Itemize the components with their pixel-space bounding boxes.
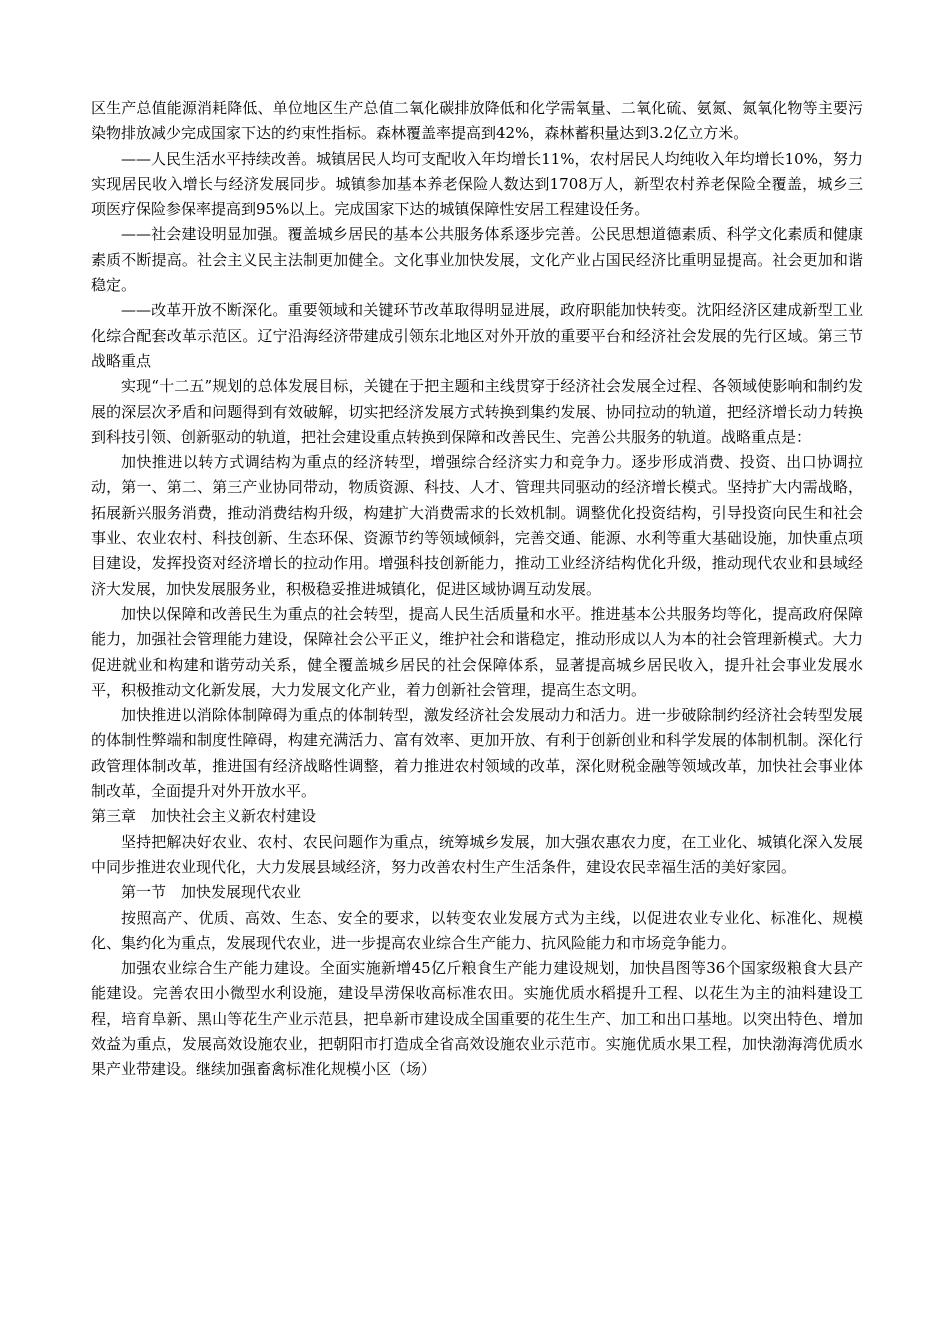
chapter-heading: 第三章 加快社会主义新农村建设	[91, 807, 317, 826]
document-page	[91, 96, 879, 1083]
paragraph-strategic-goals: 实现“十二五”规划的总体发展目标，关键在于把主题和主线贯穿于经济社会发展全过程、各领域使影响和制约发展的深层次矛盾和问题得到有效破解，切实把经济发展方式转换到集约发展、协同拉动的轨道，把经济增长动力转换到科技引领、创新驱动的轨道，把社会建设重点转换到保障和改善民生、完善公共服务的轨道。战略重点是：	[91, 377, 863, 446]
paragraph-social-transformation: 加快以保障和改善民生为重点的社会转型，提高人民生活质量和水平。推进基本公共服务均等化，提高政府保障能力，加强社会管理能力建设，保障社会公平正义，维护社会和谐稳定，推动形成以人为本的社会管理新模式。大力促进就业和构建和谐劳动关系，健全覆盖城乡居民的社会保障体系，显著提高城乡居民收入，提升社会事业发展水平，积极推动文化新发展，大力发展文化产业，着力创新社会管理，提高生态文明。	[91, 604, 863, 699]
paragraph-modern-agriculture: 按照高产、优质、高效、生态、安全的要求，以转变农业发展方式为主线，以促进农业专业化、标准化、规模化、集约化为重点，发展现代农业，进一步提高农业综合生产能力、抗风险能力和市场竞争能力。	[91, 908, 863, 952]
paragraph-living-standards: ——人民生活水平持续改善。城镇居民人均可支配收入年均增长11%，农村居民人均纯收入年均增长10%，努力实现居民收入增长与经济发展同步。城镇参加基本养老保险人数达到1708万人，新型农村养老保险全覆盖，城乡三项医疗保险参保率提高到95%以上。完成国家下达的城镇保障性安居工程建设任务。	[91, 149, 863, 219]
paragraph-reform-opening: ——改革开放不断深化。重要领域和关键环节改革取得明显进展，政府职能加快转变。沈阳经济区建成新型工业化综合配套改革示范区。辽宁沿海经济带建成引领东北地区对外开放的重要平台和经济社会发展的先行区域。第三节 战略重点	[91, 301, 879, 370]
paragraph-institutional-transformation: 加快推进以消除体制障碍为重点的体制转型，激发经济社会发展动力和活力。进一步破除制约经济社会转型发展的体制性弊端和制度性障碍，构建充满活力、富有效率、更加开放、有利于创新创业和科学发展的体制机制。深化行政管理体制改革，推进国有经济战略性调整，着力推进农村领域的改革，深化财税金融等领域改革，加快社会事业体制改革，全面提升对外开放水平。	[91, 706, 863, 801]
section-heading: 第一节 加快发展现代农业	[121, 883, 302, 902]
paragraph-economic-transformation: 加快推进以转方式调结构为重点的经济转型，增强综合经济实力和竞争力。逐步形成消费、投资、出口协调拉动，第一、第二、第三产业协同带动，物质资源、科技、人才、管理共同驱动的经济增长模式。坚持扩大内需战略，拓展新兴服务消费，推动消费结构升级，构建扩大消费需求的长效机制。调整优化投资结构，引导投资向民生和社会事业、农业农村、科技创新、生态环保、资源节约等领域倾斜，完善交通、能源、水利等重大基础设施，加快重点项目建设，发挥投资对经济增长的拉动作用。增强科技创新能力，推动工业经济结构优化升级，推动现代农业和县域经济大发展，加快发展服务业，积极稳妥推进城镇化，促进区域协调互动发展。	[91, 453, 863, 598]
paragraph-social-construction: ——社会建设明显加强。覆盖城乡居民的基本公共服务体系逐步完善。公民思想道德素质、科学文化素质和健康素质不断提高。社会主义民主法制更加健全。文化事业加快发展，文化产业占国民经济比重明显提高。社会更加和谐稳定。	[91, 225, 863, 295]
paragraph-rural-overview: 坚持把解决好农业、农村、农民问题作为重点，统筹城乡发展，加大强农惠农力度，在工业化、城镇化深入发展中同步推进农业现代化，大力发展县域经济，努力改善农村生产生活条件，建设农民幸福生活的美好家园。	[91, 832, 863, 876]
paragraph-production-capacity: 加强农业综合生产能力建设。全面实施新增45亿斤粮食生产能力建设规划，加快昌图等36个国家级粮食大县产能建设。完善农田小微型水利设施，建设旱涝保收高标准农田。实施优质水稻提升工程、以花生为主的油料建设工程，培育阜新、黑山等花生产业示范县，把阜新市建设成全国重要的花生生产、加工和出口基地。以突出特色、增加效益为重点，发展高效设施农业，把朝阳市打造成全省高效设施农业示范市。实施优质水果工程，加快渤海湾优质水果产业带建设。继续加强畜禽标准化规模小区（场）	[91, 959, 863, 1079]
paragraph-env-targets: 区生产总值能源消耗降低、单位地区生产总值二氧化碳排放降低和化学需氧量、二氧化硫、氨氮、氮氧化物等主要污染物排放减少完成国家下达的约束性指标。森林覆盖率提高到42%，森林蓄积量达到3.2亿立方米。	[91, 99, 863, 143]
